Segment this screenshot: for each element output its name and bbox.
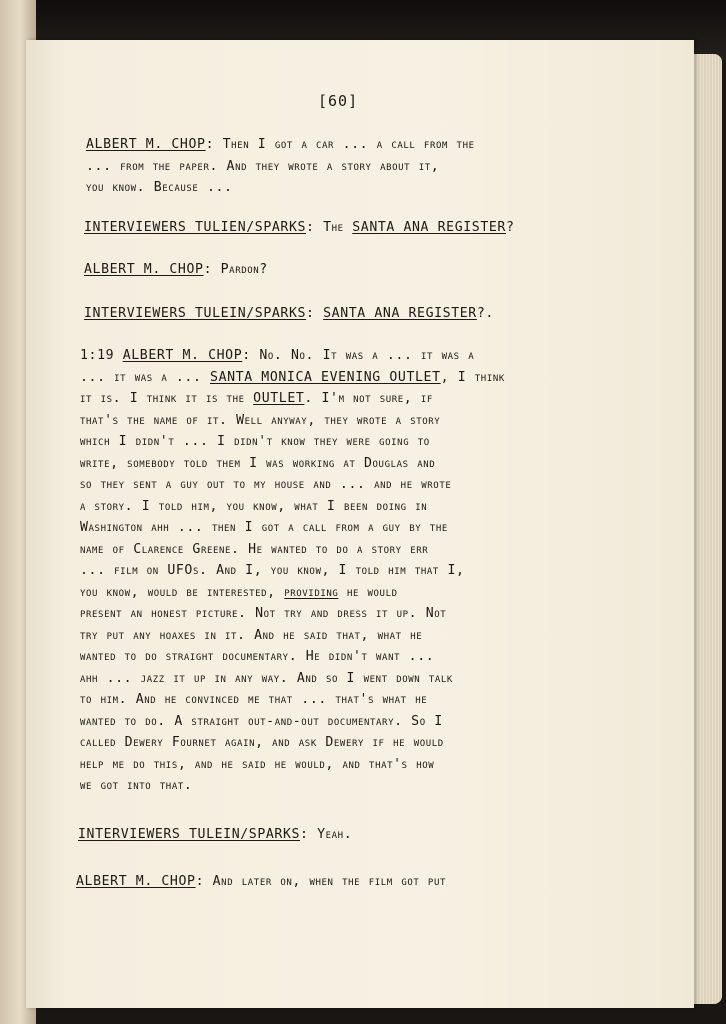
text-line [80, 345, 570, 367]
text-line [80, 539, 570, 561]
speaker-name: ALBERT M. CHOP [76, 874, 196, 889]
line-text: Washington ahh ... then I got a call from a guy by the [80, 520, 448, 535]
text-line [76, 871, 566, 893]
text-line [86, 177, 576, 199]
speaker-name: INTERVIEWERS TULEIN/SPARKS [84, 306, 307, 321]
line-text: write, somebody told them I was working at Douglas and [80, 455, 436, 471]
line-text: : Then I got a car ... a call from the [205, 137, 475, 152]
text-line [80, 496, 570, 518]
text-line [80, 689, 570, 711]
line-text-tail: , I think [440, 369, 505, 385]
text-line [80, 711, 570, 733]
text-line [80, 431, 570, 453]
text-line [86, 156, 576, 178]
speaker-name: ALBERT M. CHOP [86, 137, 206, 152]
text-line [80, 732, 570, 754]
transcript-paragraph [78, 824, 568, 846]
text-line [84, 303, 574, 325]
text-line [80, 646, 570, 668]
speaker-name: ALBERT M. CHOP [84, 262, 204, 277]
timestamp: 1:19 [80, 348, 123, 363]
text-line [78, 824, 568, 846]
text-line [80, 367, 570, 389]
transcript-paragraph [86, 134, 576, 199]
line-text: wanted to do. A straight out-and-out documentary. So I [80, 713, 443, 729]
line-text: wanted to do straight documentary. He didn't want ... [80, 649, 435, 664]
text-line [80, 625, 570, 647]
underlined-title: providing [284, 584, 339, 600]
line-text: it is. I think it is the [80, 391, 254, 406]
line-text: so they sent a guy out to my house and ... and he wrote [80, 477, 452, 492]
text-line [80, 453, 570, 475]
underlined-title: SANTA MONICA EVENING OUTLET [210, 369, 441, 385]
text-line [80, 603, 570, 625]
underlined-title: SANTA ANA REGISTER [323, 306, 477, 321]
line-text-tail: . I'm not sure, if [304, 391, 433, 406]
line-text: a story. I told him, you know, what I been doing in [80, 498, 428, 514]
line-text-tail: he would [338, 584, 398, 600]
line-text: that's the name of it. Well anyway, they wrote a story [80, 412, 441, 428]
line-text: present an honest picture. Not try and dress it up. Not [80, 606, 447, 621]
speaker-name: INTERVIEWERS TULIEN/SPARKS [84, 220, 307, 235]
line-text: : Yeah. [300, 827, 353, 842]
line-text: try put any hoaxes in it. And he said that, what he [80, 627, 423, 643]
line-text: which I didn't ... I didn't know they were going to [80, 434, 430, 449]
page-number: [60] [318, 92, 359, 110]
text-line [80, 388, 570, 410]
speaker-name: ALBERT M. CHOP [122, 348, 243, 363]
line-text: ... from the paper. And they wrote a story about it, [86, 158, 440, 174]
transcript-paragraph [84, 303, 574, 325]
line-text: : And later on, when the film got put [195, 874, 446, 889]
text-line [86, 134, 576, 156]
text-line [80, 668, 570, 690]
transcript-paragraph [76, 871, 566, 893]
line-text: : [306, 306, 324, 321]
line-text: : The [306, 220, 353, 235]
transcript-paragraph [84, 259, 574, 281]
line-text: called Dewery Fournet again, and ask Dewery if he would [80, 735, 444, 750]
transcript-paragraph [84, 217, 574, 239]
line-text: you know, would be interested, [80, 584, 285, 600]
line-text: ahh ... jazz it up in any way. And so I went down talk [80, 670, 453, 686]
line-text: we got into that. [80, 778, 193, 793]
text-line [80, 754, 570, 776]
line-text-tail: ? [505, 220, 515, 235]
line-text: : No. No. It was a ... it was a [242, 348, 475, 363]
line-text: help me do this, and he said he would, and that's how [80, 756, 435, 772]
text-line [80, 410, 570, 432]
text-line [80, 775, 570, 797]
text-line [80, 582, 570, 604]
line-text: ... film on UFOs. And I, you know, I told him that I, [80, 563, 465, 578]
line-text: to him. And he convinced me that ... that's what he [80, 692, 428, 707]
line-text-tail: ?. [476, 306, 494, 321]
line-text: name of Clarence Greene. He wanted to do a story err [80, 541, 429, 557]
underlined-title: OUTLET [253, 391, 305, 406]
text-line [80, 474, 570, 496]
line-text: ... it was a ... [80, 369, 211, 385]
text-line [84, 217, 574, 239]
text-line [80, 560, 570, 582]
underlined-title: SANTA ANA REGISTER [352, 220, 506, 235]
transcript-paragraph [80, 345, 570, 797]
speaker-name: INTERVIEWERS TULEIN/SPARKS [78, 827, 301, 842]
line-text: you know. Because ... [86, 180, 233, 195]
text-line [80, 517, 570, 539]
text-line [84, 259, 574, 281]
line-text: : Pardon? [203, 262, 268, 277]
